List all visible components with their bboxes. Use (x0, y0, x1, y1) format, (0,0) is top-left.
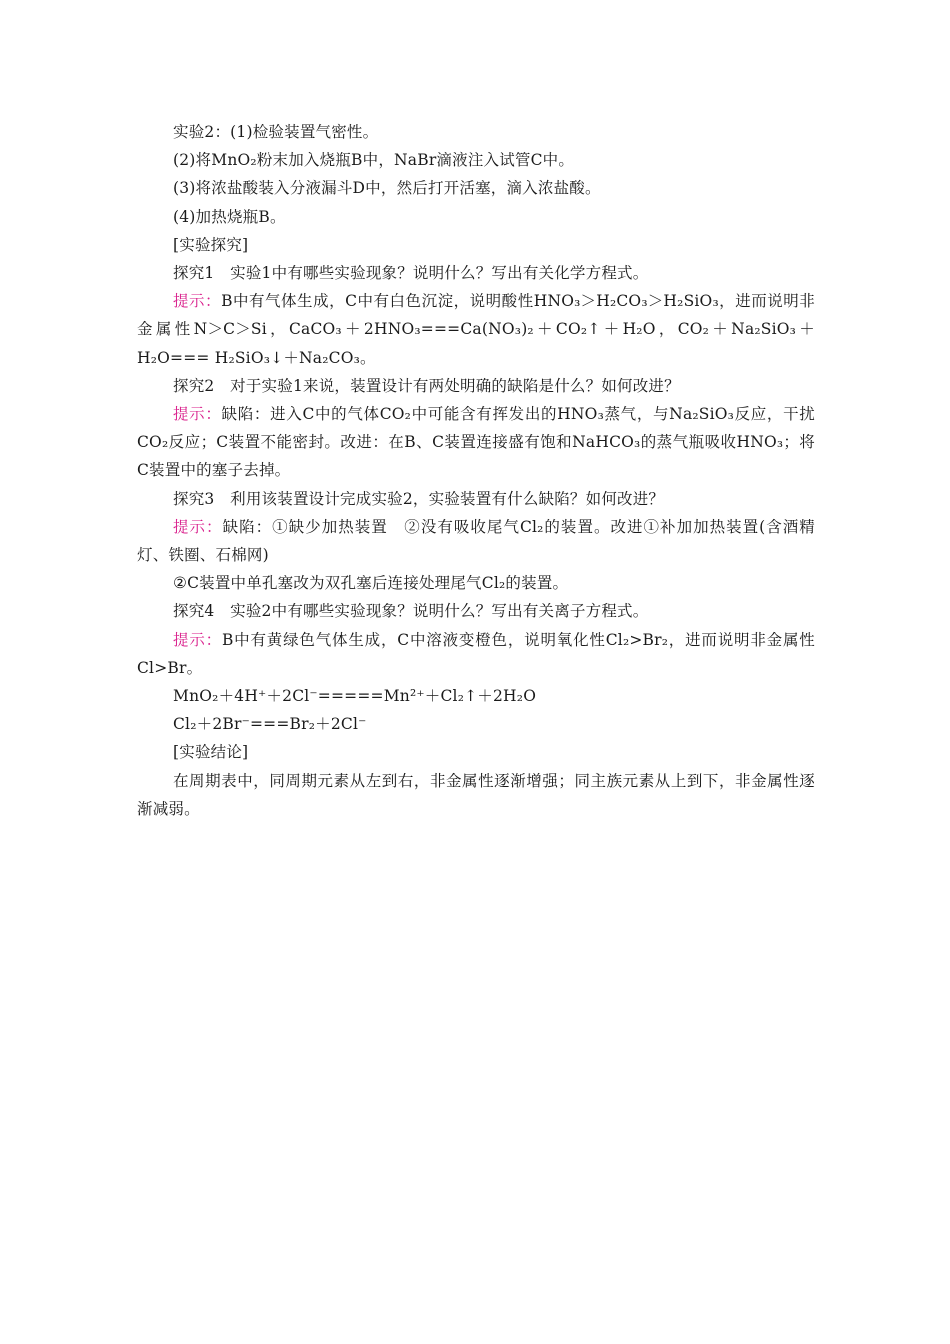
section-heading-explore: [实验探究] (173, 235, 249, 254)
answer-1-text: B中有气体生成，C中有白色沉淀，说明酸性HNO₃＞H₂CO₃＞H₂SiO₃，进而说明非金属性N＞C＞Si，CaCO₃＋2HNO₃===Ca(NO₃)₂＋CO₂↑＋H₂O，CO₂＋Na₂SiO₃＋H₂O=== H₂SiO₃↓＋Na₂CO₃。 (137, 292, 815, 367)
answer-2-text: 缺陷：进入C中的气体CO₂中可能含有挥发出的HNO₃蒸气，与Na₂SiO₃反应，干扰CO₂反应；C装置不能密封。改进：在B、C装置连接盛有饱和NaHCO₃的蒸气瓶吸收HNO₃；将C装置中的塞子去掉。 (137, 405, 815, 480)
experiment-2-step-4: (4)加热烧瓶B。 (173, 207, 286, 226)
answer-2 (137, 400, 815, 485)
experiment-2-step-2: (2)将MnO₂粉末加入烧瓶B中，NaBr滴液注入试管C中。 (173, 151, 575, 170)
answer-3-continued: ②C装置中单孔塞改为双孔塞后连接处理尾气Cl₂的装置。 (173, 574, 569, 593)
experiment-2-step-3: (3)将浓盐酸装入分液漏斗D中，然后打开活塞，滴入浓盐酸。 (173, 179, 601, 198)
conclusion-text: 在周期表中，同周期元素从左到右，非金属性逐渐增强；同主族元素从上到下，非金属性逐渐减弱。 (137, 771, 815, 818)
document-page (137, 118, 815, 823)
section-heading-conclusion: [实验结论] (173, 743, 249, 762)
question-3: 探究3 利用该装置设计完成实验2，实验装置有什么缺陷？如何改进？ (173, 489, 665, 508)
hint-label: 提示： (173, 630, 222, 649)
question-4: 探究4 实验2中有哪些实验现象？说明什么？写出有关离子方程式。 (173, 602, 649, 621)
hint-label: 提示： (173, 405, 222, 424)
answer-4-text: B中有黄绿色气体生成，C中溶液变橙色，说明氧化性Cl₂>Br₂，进而说明非金属性Cl>Br。 (137, 630, 815, 677)
question-2: 探究2 对于实验1来说，装置设计有两处明确的缺陷是什么？如何改进？ (173, 376, 680, 395)
equation-2: Cl₂＋2Br⁻===Br₂＋2Cl⁻ (173, 715, 367, 734)
hint-label: 提示： (173, 517, 223, 536)
answer-3 (137, 513, 815, 569)
answer-3-text: 缺陷：①缺少加热装置 ②没有吸收尾气Cl₂的装置。改进①补加加热装置(含酒精灯、铁圈、石棉网) (137, 517, 815, 565)
equation-1: MnO₂＋4H⁺＋2Cl⁻=====Mn²⁺＋Cl₂↑＋2H₂O (173, 687, 537, 706)
hint-label: 提示： (173, 292, 222, 311)
answer-4 (137, 626, 815, 682)
answer-1 (137, 287, 815, 372)
experiment-2-title: 实验2：(1)检验装置气密性。 (173, 123, 379, 141)
question-1: 探究1 实验1中有哪些实验现象？说明什么？写出有关化学方程式。 (173, 264, 649, 283)
